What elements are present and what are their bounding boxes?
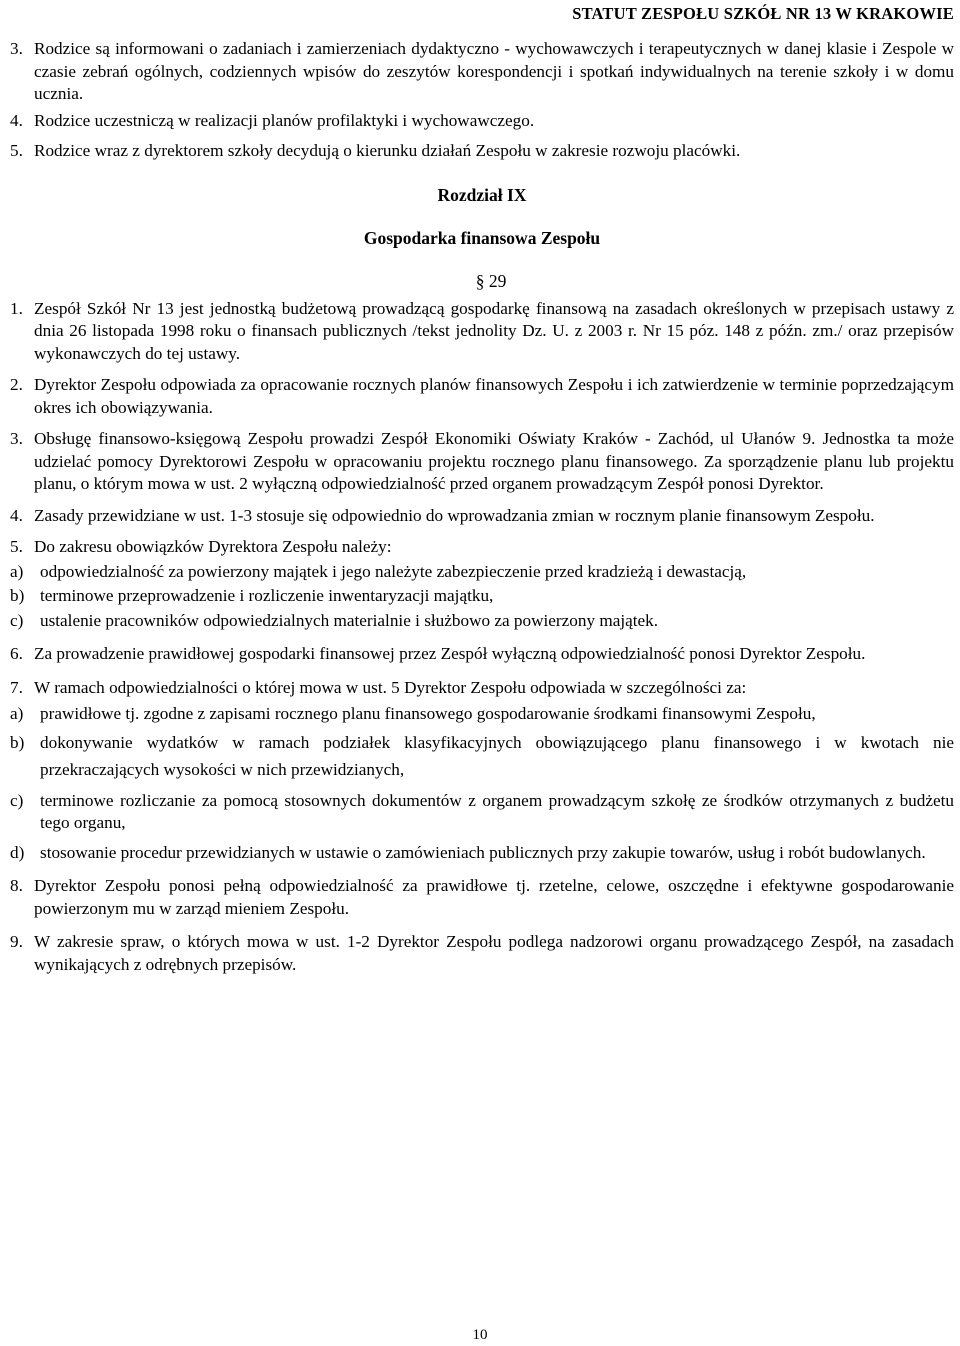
list-text: terminowe przeprowadzenie i rozliczenie inwentaryzacji majątku, bbox=[40, 586, 494, 605]
list-letter: c) bbox=[10, 610, 24, 630]
point-number: 7. bbox=[10, 677, 23, 697]
section-number: § 29 bbox=[475, 270, 507, 291]
point-number: 6. bbox=[10, 644, 23, 663]
list-letter: c) bbox=[10, 790, 24, 810]
intro-point-5 bbox=[10, 140, 954, 163]
point-text: W zakresie spraw, o których mowa w ust. 1-2 Dyrektor Zespołu podlega nadzorowi organu prowadzącego Zespół, na zasadach wynikających z odrębnych przepisów. bbox=[34, 932, 954, 974]
point-text: Rodzice są informowani o zadaniach i zamierzeniach dydaktyczno - wychowawczych i terapeutycznych w danej klasie i Zespole w czasie zebrań ogólnych, codziennych wpisów do zeszytów korespondencji i spotkań indywidualnych na terenie szkoły i w domu ucznia. bbox=[34, 39, 954, 103]
page-number: 10 bbox=[472, 1327, 488, 1343]
point-4 bbox=[10, 505, 954, 528]
list-text: terminowe rozliczanie za pomocą stosownych dokumentów z organem prowadzącym szkołę ze środków otrzymanych z budżetu tego organu, bbox=[40, 790, 954, 832]
document-body bbox=[10, 38, 954, 976]
point-text: Za prowadzenie prawidłowej gospodarki finansowej przez Zespół wyłączną odpowiedzialność ponosi Dyrektor Zespołu. bbox=[34, 644, 866, 663]
intro-point-4 bbox=[10, 110, 954, 133]
point-text: Rodzice uczestniczą w realizacji planów profilaktyki i wychowawczego. bbox=[34, 110, 535, 130]
point-text: Dyrektor Zespołu ponosi pełną odpowiedzialność za prawidłowe tj. rzetelne, celowe, oszczędne i efektywne gospodarowanie powierzonym mu w zarząd mieniem Zespołu. bbox=[34, 876, 954, 918]
list-item bbox=[10, 585, 954, 608]
point-3 bbox=[10, 428, 954, 496]
point-text: Rodzice wraz z dyrektorem szkoły decydują o kierunku działań Zespołu w zakresie rozwoju placówki. bbox=[34, 141, 741, 160]
list-letter: a) bbox=[10, 561, 24, 581]
point-6 bbox=[10, 643, 954, 666]
point-number: 9. bbox=[10, 932, 23, 951]
point-number: 4. bbox=[10, 110, 23, 130]
point-number: 2. bbox=[10, 375, 23, 394]
point-number: 3. bbox=[10, 429, 23, 448]
point-5 bbox=[10, 536, 954, 559]
list-letter: b) bbox=[10, 586, 25, 605]
chapter-subtitle: Gospodarka finansowa Zespołu bbox=[363, 227, 601, 248]
list-item bbox=[10, 729, 954, 783]
list-item bbox=[10, 561, 954, 584]
point-1 bbox=[10, 298, 954, 366]
chapter-title: Rozdział IX bbox=[437, 184, 527, 205]
list-letter: a) bbox=[10, 704, 24, 723]
point-text: Zasady przewidziane w ust. 1-3 stosuje się odpowiednio do wprowadzania zmian w rocznym planie finansowym Zespołu. bbox=[34, 505, 875, 525]
point-number: 4. bbox=[10, 505, 23, 525]
point-text: Do zakresu obowiązków Dyrektora Zespołu należy: bbox=[34, 537, 392, 556]
point-number: 3. bbox=[10, 39, 23, 58]
list-item bbox=[10, 790, 954, 835]
point-number: 8. bbox=[10, 876, 23, 895]
point-2 bbox=[10, 374, 954, 419]
point-number: 5. bbox=[10, 537, 23, 556]
point-number: 1. bbox=[10, 298, 23, 318]
list-text: odpowiedzialność za powierzony majątek i jego należyte zabezpieczenie przed kradzieżą i dewastacją, bbox=[40, 561, 747, 581]
list-item bbox=[10, 842, 954, 865]
list-item bbox=[10, 703, 954, 726]
list-item bbox=[10, 610, 954, 633]
list-text: dokonywanie wydatków w ramach podziałek klasyfikacyjnych obowiązującego planu finansowego i w kwotach nie przekraczających wysokości w nich przewidzianych, bbox=[40, 732, 954, 779]
list-text: prawidłowe tj. zgodne z zapisami rocznego planu finansowego gospodarowanie środkami finansowymi Zespołu, bbox=[40, 704, 816, 723]
intro-point-3 bbox=[10, 38, 954, 106]
point-text: Obsługę finansowo-księgową Zespołu prowadzi Zespół Ekonomiki Oświaty Kraków - Zachód, ul Ułanów 9. Jednostka ta może udzielać pomocy Dyrektorowi Zespołu w opracowaniu projektu rocznego planu finansowego. Za sporządzenie planu lub projektu planu, o którym mowa w ust. 2 wyłączną odpowiedzialność przed organem prowadzącym Zespół ponosi Dyrektor. bbox=[34, 429, 954, 493]
point-8 bbox=[10, 875, 954, 920]
list-letter: b) bbox=[10, 732, 25, 752]
point-text: Zespół Szkół Nr 13 jest jednostką budżetową prowadzącą gospodarkę finansową na zasadach określonych w przepisach ustawy z dnia 26 listopada 1998 roku o finansach publicznych /tekst jednolity Dz. U. z 2003 r. Nr 15 póz. 148 z późn. zm./ oraz przepisów wykonawczych do tej ustawy. bbox=[34, 298, 954, 363]
list-text: stosowanie procedur przewidzianych w ustawie o zamówieniach publicznych przy zakupie towarów, usług i robót budowlanych. bbox=[40, 842, 926, 862]
list-letter: d) bbox=[10, 842, 25, 862]
point-7 bbox=[10, 677, 954, 700]
point-number: 5. bbox=[10, 141, 23, 160]
document-header: STATUT ZESPOŁU SZKÓŁ NR 13 W KRAKOWIE bbox=[572, 4, 954, 23]
list-text: ustalenie pracowników odpowiedzialnych materialnie i służbowo za powierzony majątek. bbox=[40, 610, 659, 630]
point-text: Dyrektor Zespołu odpowiada za opracowanie rocznych planów finansowych Zespołu i ich zatwierdzenie w terminie poprzedzającym okres ich obowiązywania. bbox=[34, 375, 954, 417]
point-9 bbox=[10, 931, 954, 976]
point-text: W ramach odpowiedzialności o której mowa w ust. 5 Dyrektor Zespołu odpowiada w szczególności za: bbox=[34, 677, 747, 697]
